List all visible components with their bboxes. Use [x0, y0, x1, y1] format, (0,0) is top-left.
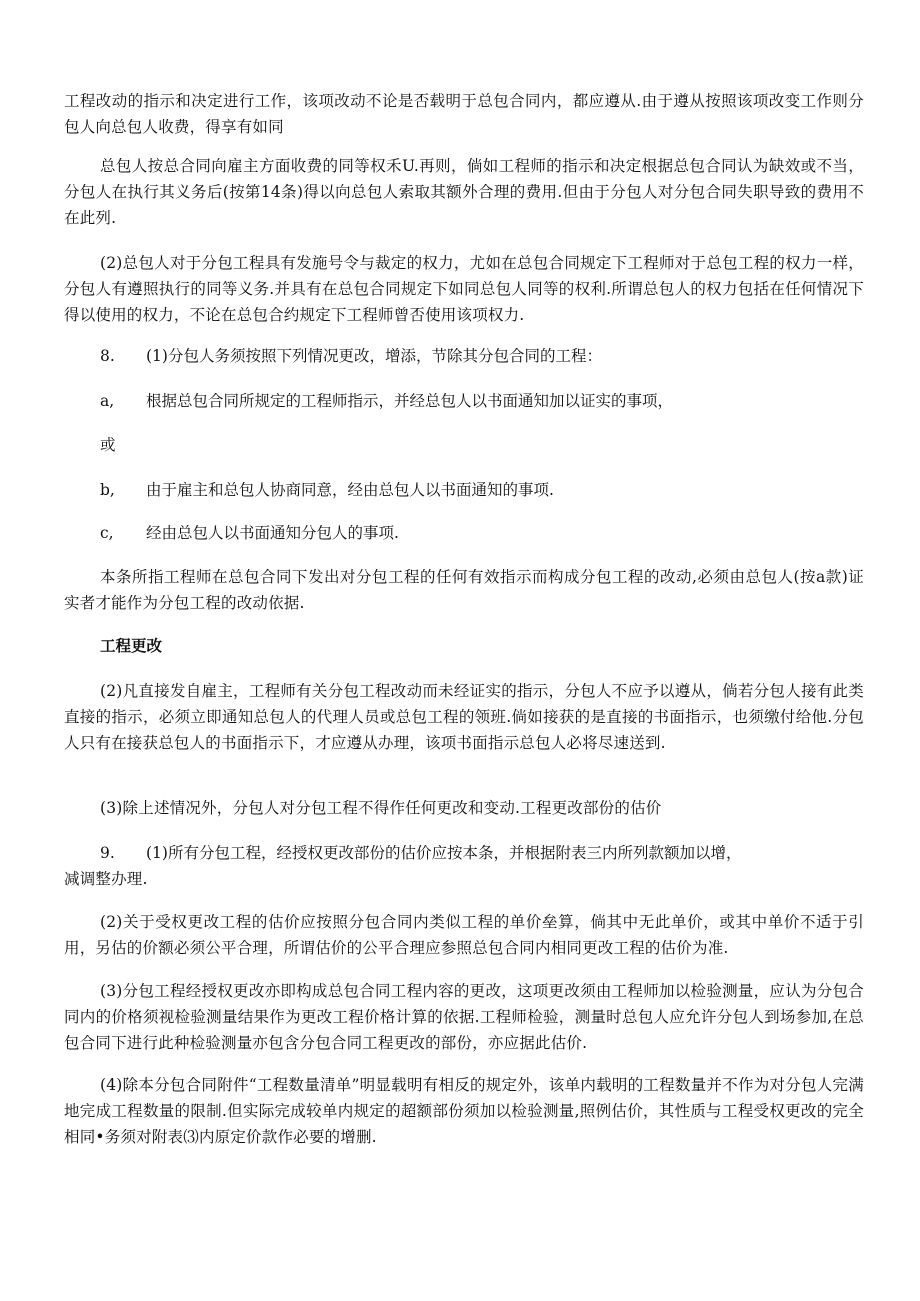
- paragraph-2: 总包人按总合同向雇主方面收费的同等权禾U.再则，倘如工程师的指示和决定根据总包合同认为缺效或不当，分包人在执行其义务后(按第14条)得以向总包人索取其额外合理的费用.但由于分包人对分包合同失职导致的费用不在此列.: [64, 157, 864, 227]
- item-a-letter: a,: [100, 392, 115, 410]
- item-b-letter: b,: [100, 481, 115, 499]
- section-heading: 工程更改: [100, 637, 163, 655]
- clause-9-text: (1)所有分包工程，经授权更改部份的估价应按本条，并根据附表三内所列款额加以增，: [146, 844, 742, 862]
- item-a: [100, 388, 673, 414]
- clause-9-continuation: 减调整办理.: [64, 870, 148, 888]
- item-c-letter: c,: [100, 524, 114, 542]
- item-c: [100, 520, 399, 546]
- clause-8-text: (1)分包人务须按照下列情况更改，增添，节除其分包合同的工程：: [146, 347, 602, 365]
- paragraph-5: (2)凡直接发自雇主，工程师有关分包工程改动而未经证实的指示，分包人不应予以遵从，倘若分包人接有此类直接的指示，必须立即通知总包人的代理人员或总包工程的领班.倘如接获的是直接的书面指示，也须缴付给他.分包人只有在接获总包人的书面指示下，才应遵从办理，该项书面指示总包人必将尽速送到.: [64, 682, 864, 752]
- item-a-text: 根据总包合同所规定的工程师指示，并经总包人以书面通知加以证实的事项，: [146, 392, 674, 410]
- clause-9: [100, 840, 741, 866]
- clause-8-number: 8.: [100, 347, 115, 365]
- clause-8: [100, 343, 602, 369]
- clause-9-number: 9.: [100, 844, 115, 862]
- paragraph-8: (3)分包工程经授权更改亦即构成总包合同工程内容的更改，这项更改须由工程师加以检验测量，应认为分包合同内的价格须视检验测量结果作为更改工程价格计算的依据.工程师检验，测量时总包人应允许分包人到场参加,在总包合同下进行此种检验测量亦包含分包合同工程更改的部份，亦应据此估价.: [64, 982, 864, 1052]
- paragraph-4: 本条所指工程师在总包合同下发出对分包工程的任何有效指示而构成分包工程的改动,必须由总包人(按a款)证实者才能作为分包工程的改动依据.: [64, 568, 864, 612]
- item-c-text: 经由总包人以书面通知分包人的事项.: [146, 524, 399, 542]
- or-text: 或: [100, 436, 116, 454]
- paragraph-1: 工程改动的指示和决定进行工作，该项改动不论是否载明于总包合同内，都应遵从.由于遵从按照该项改变工作则分包人向总包人收费，得享有如同: [64, 92, 864, 136]
- paragraph-6: (3)除上述情况外，分包人对分包工程不得作任何更改和变动.工程更改部份的估价: [100, 799, 662, 817]
- paragraph-9: (4)除本分包合同附件“工程数量清单”明显载明有相反的规定外，该单内载明的工程数量并不作为对分包人完满地完成工程数量的限制.但实际完成较单内规定的超额部份须加以检验测量,照例估价，其性质与工程受权更改的完全相同•务须对附表⑶内原定价款作必要的增删.: [64, 1076, 864, 1146]
- or-line: [100, 432, 116, 458]
- item-b-text: 由于雇主和总包人协商同意，经由总包人以书面通知的事项.: [146, 481, 554, 499]
- item-b: [100, 477, 554, 503]
- paragraph-7: (2)关于受权更改工程的估价应按照分包合同内类似工程的单价垒算，倘其中无此单价，或其中单价不适于引用，另估的价额必须公平合理，所谓估价的公平合理应参照总包合同内相同更改工程的估价为准.: [64, 913, 864, 957]
- paragraph-3: (2)总包人对于分包工程具有发施号令与裁定的权力，尤如在总包合同规定下工程师对于总包工程的权力一样，分包人有遵照执行的同等义务.并具有在总包合同规定下如同总包人同等的权利.所谓总包人的权力包括在任何情况下得以使用的权力，不论在总包合约规定下工程师曾否使用该项权力.: [64, 254, 864, 324]
